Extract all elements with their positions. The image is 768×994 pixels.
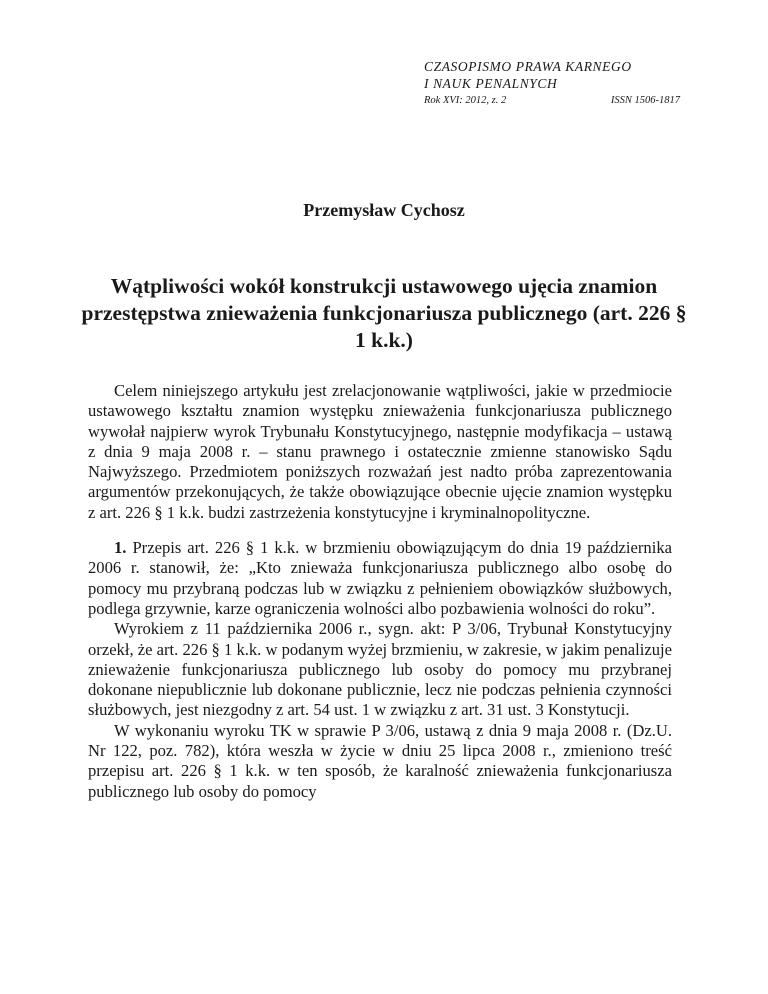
author-name: Przemysław Cychosz <box>303 200 465 220</box>
article-body <box>88 381 672 802</box>
section-1-paragraph-1 <box>88 538 672 619</box>
journal-header <box>424 58 684 108</box>
journal-name-line1: CZASOPISMO PRAWA KARNEGO <box>424 59 632 74</box>
section-number: 1. <box>114 538 127 558</box>
section-1-paragraph-2: Wyrokiem z 11 października 2006 r., sygn. akt: P 3/06, Trybunał Konstytucyjny orzekł, że art. 226 § 1 k.k. w podanym wyżej brzmieniu, w zakresie, w jakim penalizuje znieważenie funkcjonariusza publicznego lub osoby do pomocy mu przybranej dokonane niepublicznie lub dokonane publicznie, lecz nie podczas pełnienia czynności służbowych, jest niezgodny z art. 54 ust. 1 w związku z art. 31 ust. 3 Konstytucji. <box>88 619 672 720</box>
section-1-paragraph-1-text: Przepis art. 226 § 1 k.k. w brzmieniu obowiązującym do dnia 19 października 2006 r. stanowił, że: „Kto znieważa funkcjonariusza publicznego albo osobę do pomocy mu przybraną podczas lub w związku z pełnieniem obowiązków służbowych, podlega grzywnie, karze ograniczenia wolności albo pozbawienia wolności do roku”. <box>88 538 672 618</box>
section-1-paragraph-3: W wykonaniu wyroku TK w sprawie P 3/06, ustawą z dnia 9 maja 2008 r. (Dz.U. Nr 122, poz. 782), która weszła w życie w dniu 25 lipca 2008 r., zmieniono treść przepisu art. 226 § 1 k.k. w ten sposób, że karalność znieważenia funkcjonariusza publicznego lub osoby do pomocy <box>88 720 672 801</box>
journal-name-line2: I NAUK PENALNYCH <box>424 76 558 91</box>
journal-issue: Rok XVI: 2012, z. 2 <box>424 95 507 106</box>
abstract-paragraph: Celem niniejszego artykułu jest zrelacjonowanie wątpliwości, jakie w przedmiocie ustawowego kształtu znamion występku znieważenia funkcjonariusza publicznego wywołał najpierw wyrok Trybunału Konstytucyjnego, następnie modyfikacja – ustawą z dnia 9 maja 2008 r. – stanu prawnego i ostatecznie zmienne stanowisko Sądu Najwyższego. Przedmiotem poniższych rozważań jest nadto próba zaprezentowania argumentów przekonujących, że także obowiązujące obecnie ujęcie znamion występku z art. 226 § 1 k.k. budzi zastrzeżenia konstytucyjne i kryminalnopolityczne. <box>88 381 672 522</box>
journal-meta <box>424 94 680 108</box>
article-title: Wątpliwości wokół konstrukcji ustawowego ujęcia znamion przestępstwa znieważenia funkcjonariusza publicznego (art. 226 § 1 k.k.) <box>81 274 687 352</box>
journal-issn: ISSN 1506-1817 <box>610 95 680 106</box>
